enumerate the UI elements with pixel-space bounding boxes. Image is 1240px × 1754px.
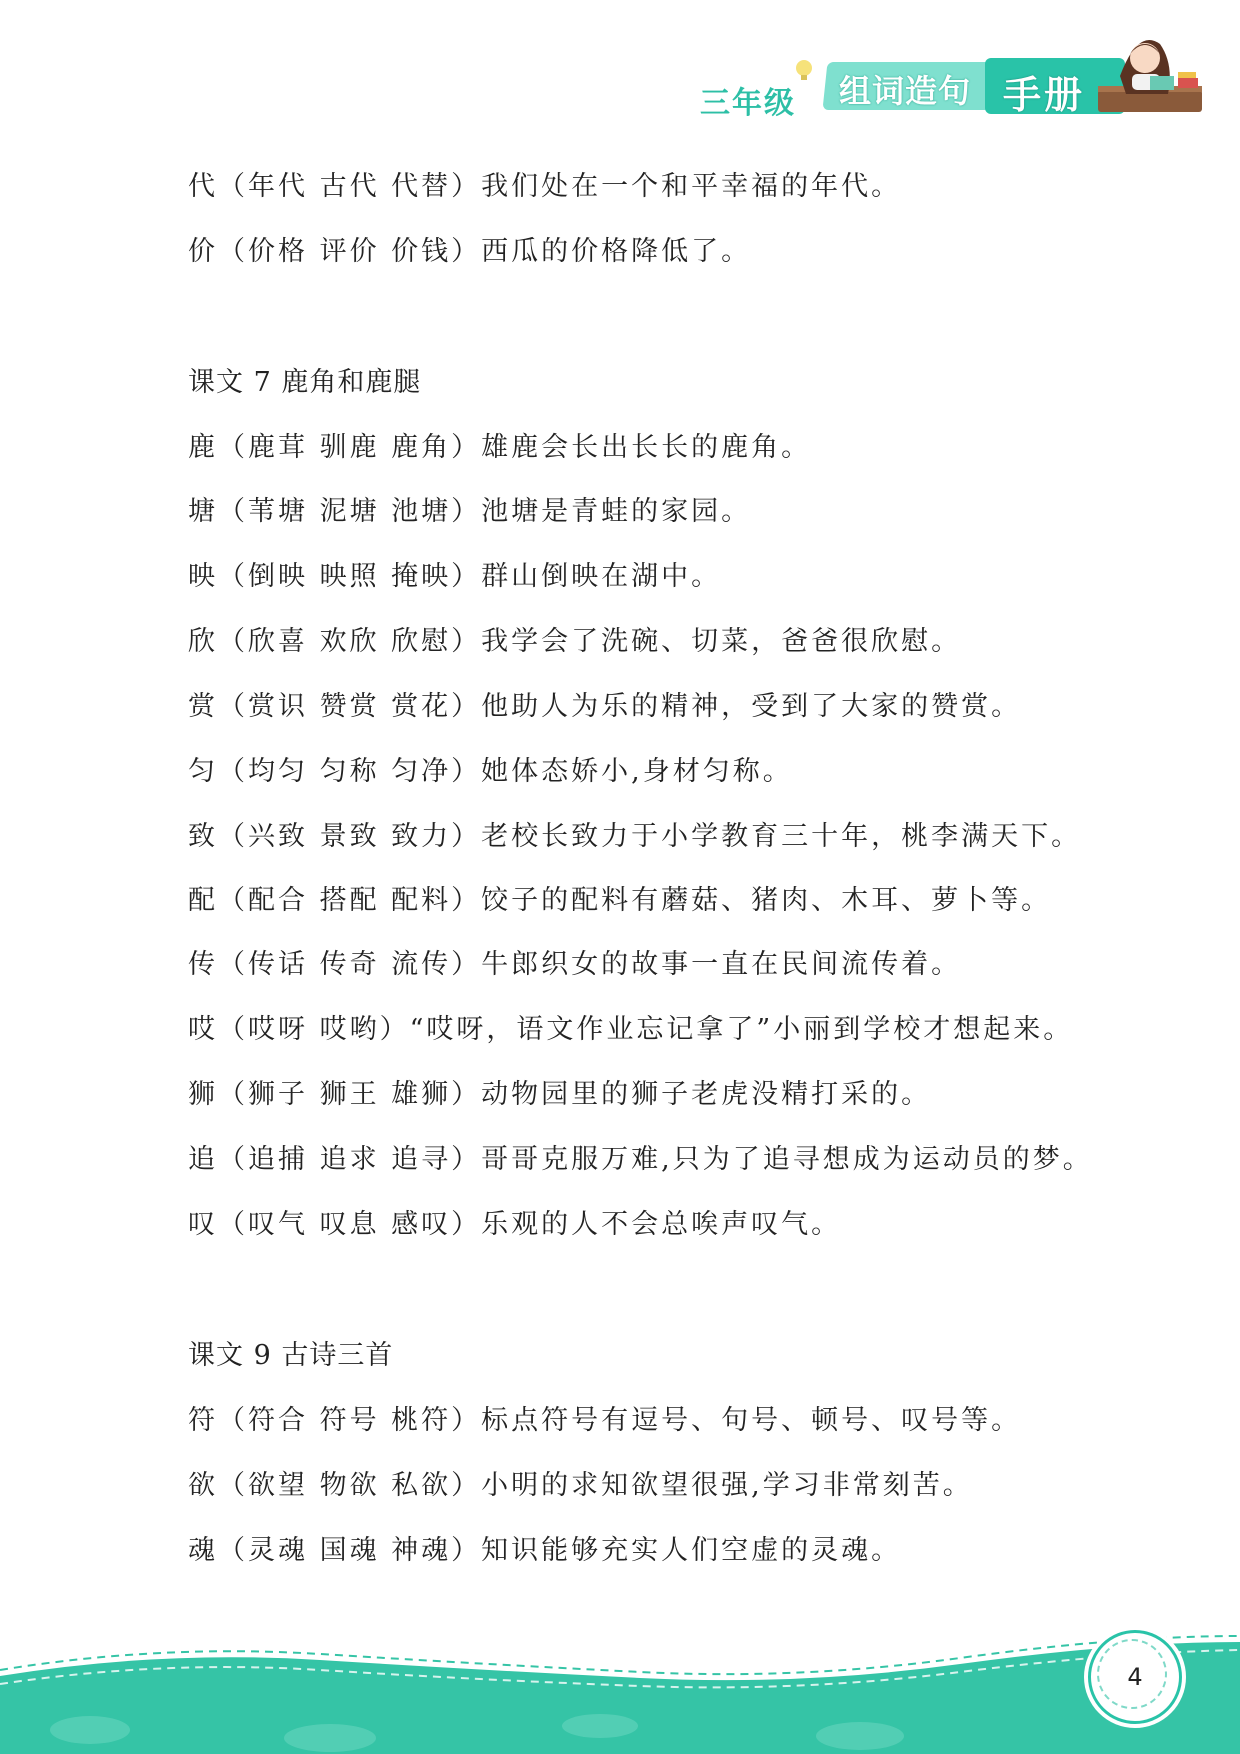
lightbulb-icon bbox=[790, 56, 820, 86]
word-entry: 赏（赏识 赞赏 赏花）他助人为乐的精神，受到了大家的赞赏。 bbox=[188, 691, 1022, 722]
word-entry: 传（传话 传奇 流传）牛郎织女的故事一直在民间流传着。 bbox=[188, 949, 962, 980]
word-entry: 追（追捕 追求 追寻）哥哥克服万难,只为了追寻想成为运动员的梦。 bbox=[188, 1144, 1093, 1175]
lesson-heading: 课文 7 鹿角和鹿腿 bbox=[188, 367, 422, 398]
banner-subtitle: 手册 bbox=[1003, 73, 1086, 117]
girl-reading-illustration bbox=[1098, 24, 1208, 116]
word-entry: 符（符合 符号 桃符）标点符号有逗号、句号、顿号、叹号等。 bbox=[188, 1405, 1022, 1436]
title-banner bbox=[825, 58, 1125, 117]
word-entry: 叹（叹气 叹息 感叹）乐观的人不会总唉声叹气。 bbox=[188, 1209, 842, 1240]
page-header bbox=[0, 0, 1240, 130]
word-entry: 狮（狮子 狮王 雄狮）动物园里的狮子老虎没精打采的。 bbox=[188, 1079, 932, 1110]
word-entry: 代（年代 古代 代替）我们处在一个和平幸福的年代。 bbox=[188, 171, 902, 202]
word-entry: 匀（均匀 匀称 匀净）她体态娇小,身材匀称。 bbox=[188, 756, 793, 787]
word-entry: 魂（灵魂 国魂 神魂）知识能够充实人们空虚的灵魂。 bbox=[188, 1535, 902, 1566]
grade-label: 三年级 bbox=[700, 86, 796, 121]
word-entry: 哎（哎呀 哎哟）“哎呀，语文作业忘记拿了”小丽到学校才想起来。 bbox=[188, 1014, 1074, 1045]
word-entry: 塘（苇塘 泥塘 池塘）池塘是青蛙的家园。 bbox=[188, 496, 752, 527]
word-entry: 鹿（鹿茸 驯鹿 鹿角）雄鹿会长出长长的鹿角。 bbox=[188, 432, 812, 463]
lesson-heading: 课文 9 古诗三首 bbox=[188, 1340, 394, 1371]
word-entry: 欲（欲望 物欲 私欲）小明的求知欲望很强,学习非常刻苦。 bbox=[188, 1470, 973, 1501]
word-entry: 配（配合 搭配 配料）饺子的配料有蘑菇、猪肉、木耳、萝卜等。 bbox=[188, 885, 1052, 916]
footer-wave bbox=[0, 1620, 1240, 1754]
page-number-badge bbox=[1088, 1630, 1182, 1724]
word-entry: 映（倒映 映照 掩映）群山倒映在湖中。 bbox=[188, 561, 722, 592]
banner-title: 组词造句 bbox=[839, 72, 972, 110]
word-entry: 致（兴致 景致 致力）老校长致力于小学教育三十年，桃李满天下。 bbox=[188, 821, 1082, 852]
page-number: 4 bbox=[1127, 1663, 1143, 1691]
word-entry: 价（价格 评价 价钱）西瓜的价格降低了。 bbox=[188, 236, 752, 267]
word-entry: 欣（欣喜 欢欣 欣慰）我学会了洗碗、切菜，爸爸很欣慰。 bbox=[188, 626, 962, 657]
